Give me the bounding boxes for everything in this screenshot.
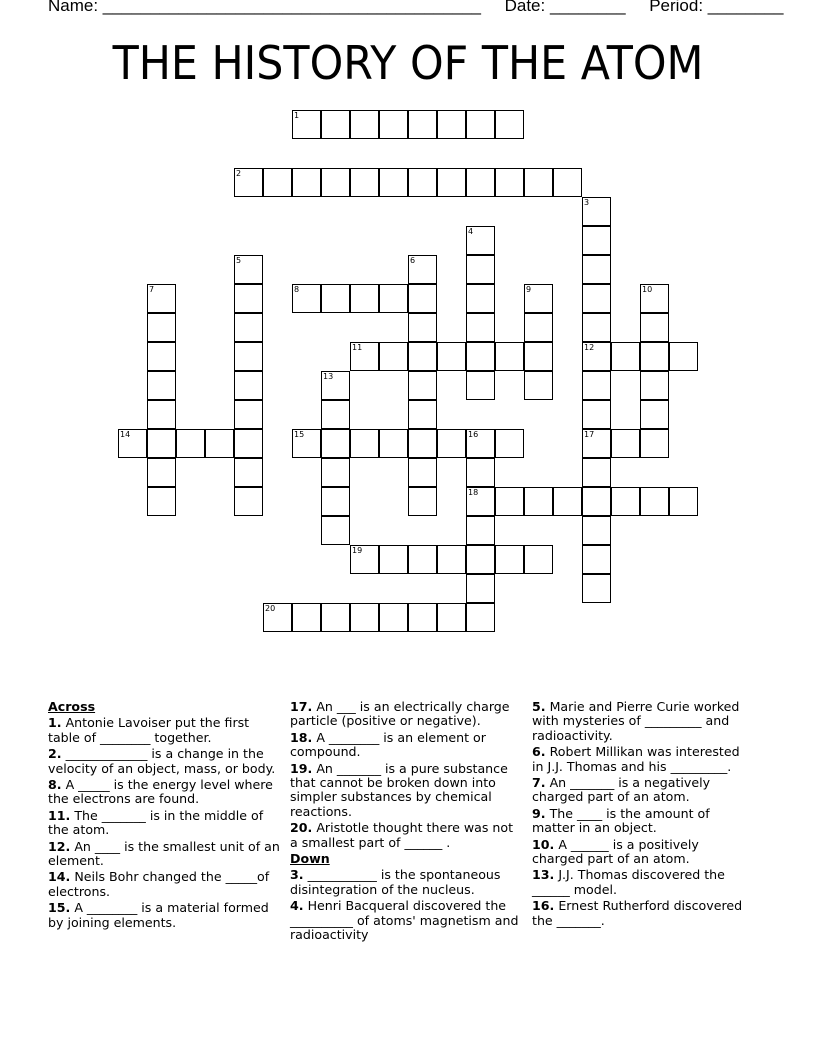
grid-cell[interactable] bbox=[408, 371, 437, 400]
grid-cell[interactable] bbox=[582, 226, 611, 255]
clue-number-20: 20 bbox=[265, 604, 276, 613]
clue-number: 15. bbox=[48, 900, 71, 916]
grid-cell[interactable] bbox=[408, 284, 437, 313]
clue-text: An _______ is a pure substance that cannot be broken down into simpler substances by chemical reactions. bbox=[290, 760, 508, 819]
clue-number: 20. bbox=[290, 820, 313, 836]
grid-cell[interactable] bbox=[234, 400, 263, 429]
clue-text: _____________ is a change in the velocity of an object, mass, or body. bbox=[48, 746, 276, 776]
grid-cell[interactable] bbox=[524, 545, 553, 574]
grid-cell[interactable] bbox=[466, 429, 495, 458]
grid-cell[interactable] bbox=[640, 400, 669, 429]
clue-number-13: 13 bbox=[323, 372, 334, 381]
grid-cell[interactable] bbox=[466, 603, 495, 632]
grid-cell[interactable] bbox=[640, 371, 669, 400]
clue-item bbox=[532, 899, 754, 928]
grid-cell[interactable] bbox=[205, 429, 234, 458]
clue-number-14: 14 bbox=[120, 430, 131, 439]
clue-item bbox=[290, 868, 522, 897]
grid-cell[interactable] bbox=[350, 342, 379, 371]
clue-text: Henri Bacqueral discovered the __________ of atoms' magnetism and radioactivity bbox=[290, 898, 519, 943]
clue-number-19: 19 bbox=[352, 546, 363, 555]
grid-cell[interactable] bbox=[408, 545, 437, 574]
clue-text: Marie and Pierre Curie worked with mysteries of _________ and radioactivity. bbox=[532, 699, 740, 743]
grid-cell[interactable] bbox=[582, 574, 611, 603]
grid-cell[interactable] bbox=[408, 400, 437, 429]
clue-item bbox=[48, 870, 280, 899]
grid-cell[interactable] bbox=[640, 342, 669, 371]
clue-number: 5. bbox=[532, 699, 546, 714]
grid-cell[interactable] bbox=[582, 284, 611, 313]
grid-cell[interactable] bbox=[437, 603, 466, 632]
grid-cell[interactable] bbox=[379, 429, 408, 458]
grid-cell[interactable] bbox=[582, 458, 611, 487]
grid-cell[interactable] bbox=[437, 545, 466, 574]
grid-cell[interactable] bbox=[379, 342, 408, 371]
clue-number-6: 6 bbox=[410, 256, 416, 265]
grid-cell[interactable] bbox=[466, 458, 495, 487]
grid-cell[interactable] bbox=[408, 313, 437, 342]
grid-cell[interactable] bbox=[408, 110, 437, 139]
clue-text: The ____ is the amount of matter in an object. bbox=[532, 805, 710, 836]
grid-cell[interactable] bbox=[640, 284, 669, 313]
clue-number-9: 9 bbox=[526, 285, 532, 294]
grid-cell[interactable] bbox=[321, 429, 350, 458]
clue-text: A ______ is a positively charged part of an atom. bbox=[532, 836, 699, 867]
grid-cell[interactable] bbox=[321, 487, 350, 516]
clue-number-11: 11 bbox=[352, 343, 363, 352]
grid-cell[interactable] bbox=[466, 545, 495, 574]
clue-number-7: 7 bbox=[149, 285, 155, 294]
grid-cell[interactable] bbox=[437, 168, 466, 197]
clue-item bbox=[48, 809, 280, 838]
grid-cell[interactable] bbox=[379, 603, 408, 632]
clue-text: An ____ is the smallest unit of an element. bbox=[48, 838, 280, 869]
grid-cell[interactable] bbox=[466, 313, 495, 342]
clue-item bbox=[48, 901, 280, 930]
grid-cell[interactable] bbox=[292, 429, 321, 458]
grid-cell[interactable] bbox=[466, 255, 495, 284]
grid-cell[interactable] bbox=[379, 110, 408, 139]
grid-cell[interactable] bbox=[582, 487, 611, 516]
grid-cell[interactable] bbox=[408, 342, 437, 371]
grid-cell[interactable] bbox=[524, 168, 553, 197]
clue-item bbox=[532, 807, 754, 836]
across-heading: Across bbox=[48, 699, 96, 714]
clue-item bbox=[532, 838, 754, 867]
grid-cell[interactable] bbox=[553, 487, 582, 516]
grid-cell[interactable] bbox=[466, 342, 495, 371]
grid-cell[interactable] bbox=[495, 487, 524, 516]
grid-cell[interactable] bbox=[234, 255, 263, 284]
grid-cell[interactable] bbox=[234, 342, 263, 371]
clue-number-4: 4 bbox=[468, 227, 474, 236]
grid-cell[interactable] bbox=[234, 313, 263, 342]
grid-cell[interactable] bbox=[524, 342, 553, 371]
grid-cell[interactable] bbox=[524, 371, 553, 400]
clue-text: A ________ is an element or compound. bbox=[290, 729, 486, 760]
clue-number-15: 15 bbox=[294, 430, 305, 439]
clue-text: Antonie Lavoiser put the first table of ________ together. bbox=[48, 715, 250, 745]
clue-number: 14. bbox=[48, 869, 71, 885]
grid-cell[interactable] bbox=[408, 429, 437, 458]
grid-cell[interactable] bbox=[640, 313, 669, 342]
clue-item bbox=[290, 899, 522, 942]
grid-cell[interactable] bbox=[524, 487, 553, 516]
grid-cell[interactable] bbox=[350, 168, 379, 197]
grid-cell[interactable] bbox=[669, 342, 698, 371]
grid-cell[interactable] bbox=[350, 110, 379, 139]
clue-number-8: 8 bbox=[294, 285, 300, 294]
grid-cell[interactable] bbox=[408, 603, 437, 632]
grid-cell[interactable] bbox=[466, 226, 495, 255]
grid-cell[interactable] bbox=[582, 371, 611, 400]
grid-cell[interactable] bbox=[147, 429, 176, 458]
grid-cell[interactable] bbox=[292, 603, 321, 632]
grid-cell[interactable] bbox=[147, 342, 176, 371]
clue-number-3: 3 bbox=[584, 198, 590, 207]
clue-text: Neils Bohr changed the _____of electrons. bbox=[48, 869, 270, 899]
grid-cell[interactable] bbox=[408, 458, 437, 487]
grid-cell[interactable] bbox=[553, 168, 582, 197]
grid-cell[interactable] bbox=[495, 168, 524, 197]
grid-cell[interactable] bbox=[582, 342, 611, 371]
grid-cell[interactable] bbox=[234, 429, 263, 458]
grid-cell[interactable] bbox=[321, 458, 350, 487]
grid-cell[interactable] bbox=[292, 168, 321, 197]
clue-item bbox=[48, 840, 280, 869]
clue-number: 1. bbox=[48, 715, 62, 731]
grid-cell[interactable] bbox=[437, 429, 466, 458]
clue-number: 3. bbox=[290, 867, 304, 883]
clue-item bbox=[290, 821, 522, 850]
grid-cell[interactable] bbox=[379, 284, 408, 313]
grid-cell[interactable] bbox=[524, 284, 553, 313]
grid-cell[interactable] bbox=[321, 110, 350, 139]
clue-number: 19. bbox=[290, 760, 313, 776]
grid-cell[interactable] bbox=[147, 400, 176, 429]
grid-cell[interactable] bbox=[669, 487, 698, 516]
grid-cell[interactable] bbox=[495, 545, 524, 574]
clue-column-1 bbox=[48, 700, 280, 932]
clue-number: 12. bbox=[48, 838, 71, 854]
grid-cell[interactable] bbox=[350, 429, 379, 458]
grid-cell[interactable] bbox=[118, 429, 147, 458]
grid-cell[interactable] bbox=[147, 371, 176, 400]
grid-cell[interactable] bbox=[321, 516, 350, 545]
clue-text: Robert Millikan was interested in J.J. Thomas and his _________. bbox=[532, 744, 740, 774]
grid-cell[interactable] bbox=[582, 516, 611, 545]
grid-cell[interactable] bbox=[321, 400, 350, 429]
puzzle-title: THE HISTORY OF THE ATOM bbox=[112, 36, 704, 90]
clue-number: 10. bbox=[532, 836, 555, 852]
clue-column-3 bbox=[532, 700, 754, 930]
clue-item bbox=[532, 776, 754, 805]
grid-cell[interactable] bbox=[495, 110, 524, 139]
clue-item bbox=[290, 731, 522, 760]
clue-number: 17. bbox=[290, 699, 313, 714]
grid-cell[interactable] bbox=[611, 487, 640, 516]
clue-number-1: 1 bbox=[294, 111, 300, 120]
clue-number-10: 10 bbox=[642, 285, 653, 294]
clue-item bbox=[48, 747, 280, 776]
grid-cell[interactable] bbox=[147, 284, 176, 313]
clue-item bbox=[290, 700, 522, 729]
clue-text: Aristotle thought there was not a smallest part of ______ . bbox=[290, 820, 514, 850]
clue-number: 18. bbox=[290, 729, 313, 745]
clue-number: 9. bbox=[532, 805, 546, 821]
grid-cell[interactable] bbox=[495, 342, 524, 371]
clue-number-17: 17 bbox=[584, 430, 595, 439]
grid-cell[interactable] bbox=[147, 313, 176, 342]
clue-number-12: 12 bbox=[584, 343, 595, 352]
grid-cell[interactable] bbox=[408, 255, 437, 284]
clue-number-18: 18 bbox=[468, 488, 479, 497]
name-date-period-line: Name: ________________________________________ Date: ________ Period: ________ bbox=[48, 0, 784, 15]
clue-number: 6. bbox=[532, 744, 546, 760]
clue-number: 4. bbox=[290, 898, 304, 914]
grid-cell[interactable] bbox=[321, 284, 350, 313]
clue-number: 11. bbox=[48, 807, 71, 823]
clue-number-2: 2 bbox=[236, 169, 242, 178]
clue-item bbox=[48, 716, 280, 745]
grid-cell[interactable] bbox=[263, 168, 292, 197]
clue-text: An _______ is a negatively charged part of an atom. bbox=[532, 775, 711, 805]
grid-cell[interactable] bbox=[234, 458, 263, 487]
clue-number: 16. bbox=[532, 898, 555, 914]
grid-cell[interactable] bbox=[582, 429, 611, 458]
grid-cell[interactable] bbox=[611, 342, 640, 371]
grid-cell[interactable] bbox=[495, 429, 524, 458]
clue-text: The _______ is in the middle of the atom. bbox=[48, 807, 264, 838]
grid-cell[interactable] bbox=[466, 284, 495, 313]
grid-cell[interactable] bbox=[582, 545, 611, 574]
grid-cell[interactable] bbox=[292, 110, 321, 139]
clue-item bbox=[532, 745, 754, 774]
grid-cell[interactable] bbox=[321, 371, 350, 400]
grid-cell[interactable] bbox=[466, 110, 495, 139]
grid-cell[interactable] bbox=[466, 516, 495, 545]
clue-number: 7. bbox=[532, 775, 546, 791]
clue-number: 2. bbox=[48, 746, 62, 762]
grid-cell[interactable] bbox=[379, 168, 408, 197]
grid-cell[interactable] bbox=[640, 487, 669, 516]
grid-cell[interactable] bbox=[582, 255, 611, 284]
grid-cell[interactable] bbox=[147, 487, 176, 516]
grid-cell[interactable] bbox=[234, 371, 263, 400]
grid-cell[interactable] bbox=[611, 429, 640, 458]
clue-text: An ___ is an electrically charge particle (positive or negative). bbox=[290, 699, 510, 729]
grid-cell[interactable] bbox=[234, 487, 263, 516]
grid-cell[interactable] bbox=[466, 168, 495, 197]
grid-cell[interactable] bbox=[292, 284, 321, 313]
grid-cell[interactable] bbox=[582, 313, 611, 342]
grid-cell[interactable] bbox=[466, 371, 495, 400]
grid-cell[interactable] bbox=[466, 487, 495, 516]
grid-cell[interactable] bbox=[234, 284, 263, 313]
clue-text: A ________ is a material formed by joining elements. bbox=[48, 900, 269, 930]
clue-item bbox=[532, 868, 754, 897]
clue-item bbox=[532, 700, 754, 743]
clue-number-16: 16 bbox=[468, 430, 479, 439]
grid-cell[interactable] bbox=[234, 168, 263, 197]
clue-text: J.J. Thomas discovered the ______ model. bbox=[532, 867, 725, 897]
grid-cell[interactable] bbox=[524, 313, 553, 342]
down-heading: Down bbox=[290, 851, 330, 867]
clue-number: 8. bbox=[48, 777, 62, 793]
grid-cell[interactable] bbox=[466, 574, 495, 603]
grid-cell[interactable] bbox=[350, 603, 379, 632]
grid-cell[interactable] bbox=[582, 400, 611, 429]
grid-cell[interactable] bbox=[640, 429, 669, 458]
grid-cell[interactable] bbox=[582, 197, 611, 226]
grid-cell[interactable] bbox=[263, 603, 292, 632]
clue-column-2 bbox=[290, 700, 522, 945]
clue-text: A _____ is the energy level where the electrons are found. bbox=[48, 777, 273, 807]
grid-cell[interactable] bbox=[408, 168, 437, 197]
clue-text: ___________ is the spontaneous disintegration of the nucleus. bbox=[290, 867, 501, 897]
grid-cell[interactable] bbox=[147, 458, 176, 487]
grid-cell[interactable] bbox=[350, 545, 379, 574]
clue-item bbox=[48, 778, 280, 807]
clue-number: 13. bbox=[532, 867, 555, 883]
grid-cell[interactable] bbox=[437, 110, 466, 139]
grid-cell[interactable] bbox=[437, 342, 466, 371]
grid-cell[interactable] bbox=[379, 545, 408, 574]
clue-number-5: 5 bbox=[236, 256, 242, 265]
grid-cell[interactable] bbox=[350, 284, 379, 313]
clue-text: Ernest Rutherford discovered the _______. bbox=[532, 898, 743, 928]
grid-cell[interactable] bbox=[321, 603, 350, 632]
clue-item bbox=[290, 762, 522, 820]
grid-cell[interactable] bbox=[408, 487, 437, 516]
grid-cell[interactable] bbox=[321, 168, 350, 197]
grid-cell[interactable] bbox=[176, 429, 205, 458]
